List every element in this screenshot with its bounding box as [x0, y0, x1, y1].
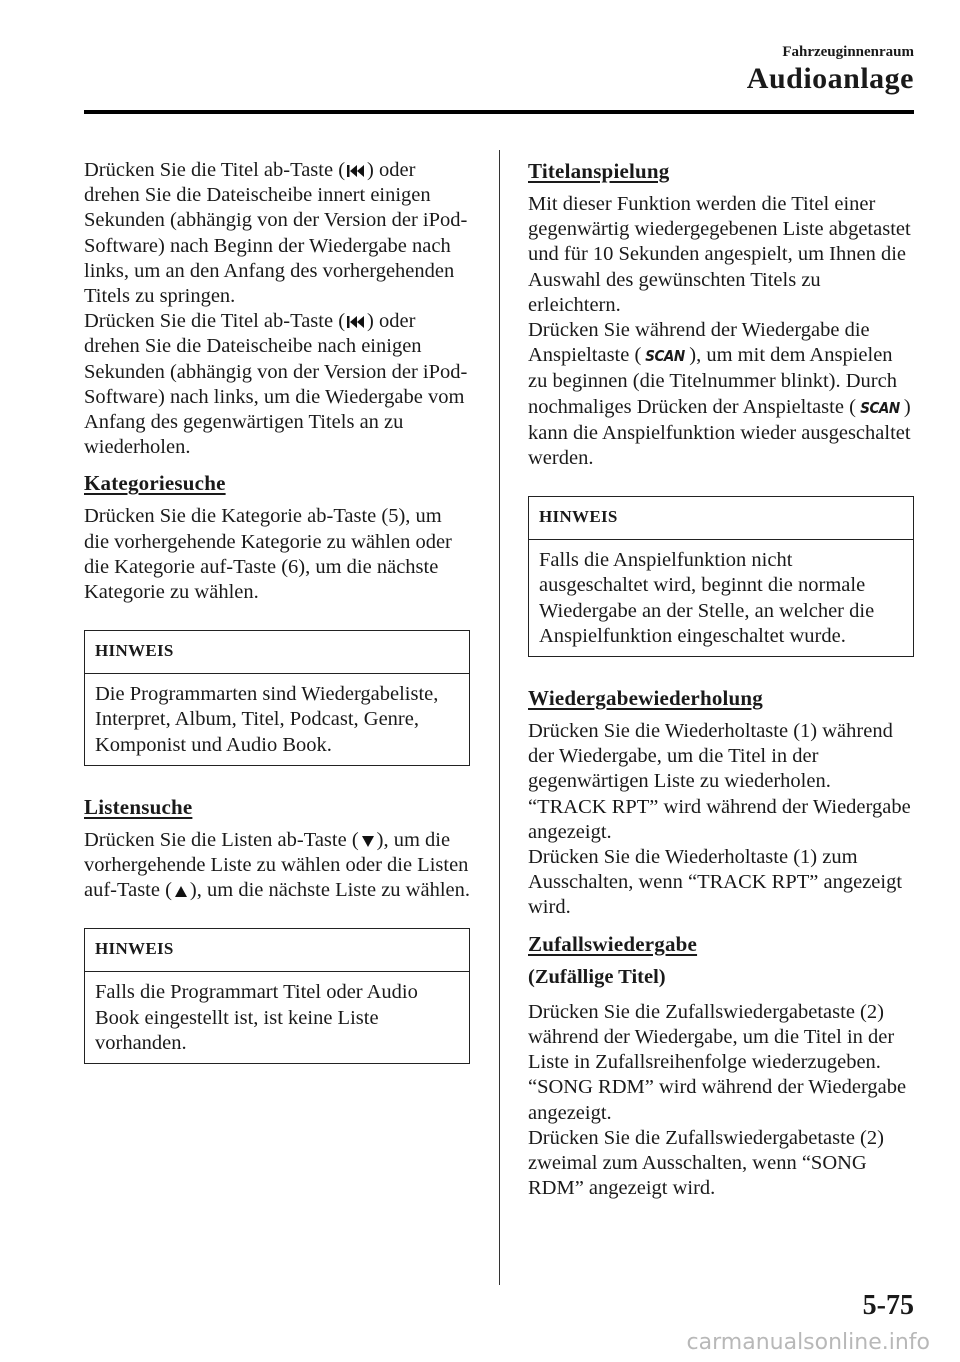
note-text: Falls die Anspielfunktion nicht ausgeschaltet wird, beginnt die normale Wiedergabe an der Stelle, an welcher die Anspielfunktion eingeschaltet wurde. — [539, 549, 875, 647]
page-title: Audioanlage — [746, 62, 914, 95]
paragraph-kategoriesuche: Drücken Sie die Kategorie ab-Taste (5), um die vorhergehende Kategorie zu wählen oder die Kategorie auf-Taste (6), um die nächste Kategorie zu wählen. — [84, 505, 452, 604]
arrow-up-icon — [174, 885, 188, 898]
note-box-2 — [84, 928, 470, 1064]
heading-listensuche: Listensuche — [84, 794, 193, 819]
column-divider — [499, 150, 500, 1285]
heading-zufallswiedergabe: Zufallswiedergabe — [528, 931, 698, 956]
paragraph-track-down-1: Drücken Sie die Titel ab-Taste ( ) oder drehen Sie die Dateischeibe innert einigen Sekunden (abhängig von der Version der iPod-Software) nach Beginn der Wiedergabe nach links, um an den Anfang des vorhergehenden Titels zu springen. Drücken Sie die Titel ab-Taste ( ) oder drehen Sie die Dateischeibe nach einigen Sekunden (abhängig von der Version der iPod-Software) nach links, um die Wiedergabe vom Anfang des gegenwärtigen Titels an zu wiederholen. — [84, 159, 468, 459]
note-text: Die Programmarten sind Wiedergabeliste, Interpret, Album, Titel, Podcast, Genre, Komponist und Audio Book. — [95, 683, 439, 756]
scan-icon: SCAN — [860, 398, 900, 417]
left-column — [84, 158, 470, 1092]
heading-titelanspielung: Titelanspielung — [528, 159, 670, 183]
track-down-icon — [347, 315, 365, 329]
note-text: Falls die Programmart Titel oder Audio Book eingestellt ist, ist keine Liste vorhanden. — [95, 981, 418, 1054]
note-box-1 — [84, 630, 470, 766]
note-box-3 — [528, 496, 914, 657]
heading-wiedergabewiederholung: Wiedergabewiederholung — [528, 686, 764, 711]
paragraph-zufallswiedergabe: Drücken Sie die Zufallswiedergabetaste (2) während der Wiedergabe, um die Titel in der Liste in Zufallsreihenfolge wiederzugeben. “SONG RDM” wird während der Wiedergabe angezeigt. Drücken Sie die Zufallswiedergabetaste (2) zweimal zum Ausschalten, wenn “SONG RDM” angezeigt wird. — [528, 1000, 907, 1200]
watermark: carmanualsonline.info — [686, 1330, 930, 1355]
subheading-zufaellige-titel: (Zufällige Titel) — [528, 965, 666, 988]
note-heading: HINWEIS — [85, 929, 469, 972]
paragraph-titelanspielung: Mit dieser Funktion werden die Titel einer gegenwärtig wiedergegebenen Liste abgetastet und für 10 Sekunden angespielt, um Ihnen die Auswahl des gewünschten Titels zu erleichtern. Drücken Sie während der Wiedergabe die Anspieltaste ( SCAN ), um mit dem Anspielen zu beginnen (die Titelnummer blinkt). Durch nochmaliges Drücken der Anspieltaste ( SCAN ) kann die Anspielfunktion wieder ausgeschaltet werden. — [528, 193, 911, 470]
heading-kategoriesuche: Kategoriesuche — [84, 471, 226, 496]
paragraph-wiedergabewiederholung: Drücken Sie die Wiederholtaste (1) während der Wiedergabe, um die Titel in der gegenwärtigen Liste zu wiederholen. “TRACK RPT” wird während der Wiedergabe angezeigt. Drücken Sie die Wiederholtaste (1) zum Ausschalten, wenn “TRACK RPT” angezeigt wird. — [528, 720, 911, 919]
track-down-icon — [347, 164, 365, 178]
scan-icon: SCAN — [645, 347, 686, 366]
note-heading: HINWEIS — [85, 631, 469, 674]
note-heading: HINWEIS — [529, 497, 913, 540]
right-column — [528, 158, 914, 1212]
section-label: Fahrzeuginnenraum — [782, 44, 914, 60]
paragraph-listensuche: Drücken Sie die Listen ab-Taste ( ), um die vorhergehende Liste zu wählen oder die Listen auf-Taste ( ), um die nächste Liste zu wählen. — [84, 828, 470, 902]
page-number: 5-75 — [862, 1290, 914, 1321]
header-rule — [84, 110, 914, 114]
arrow-down-icon — [361, 835, 375, 848]
